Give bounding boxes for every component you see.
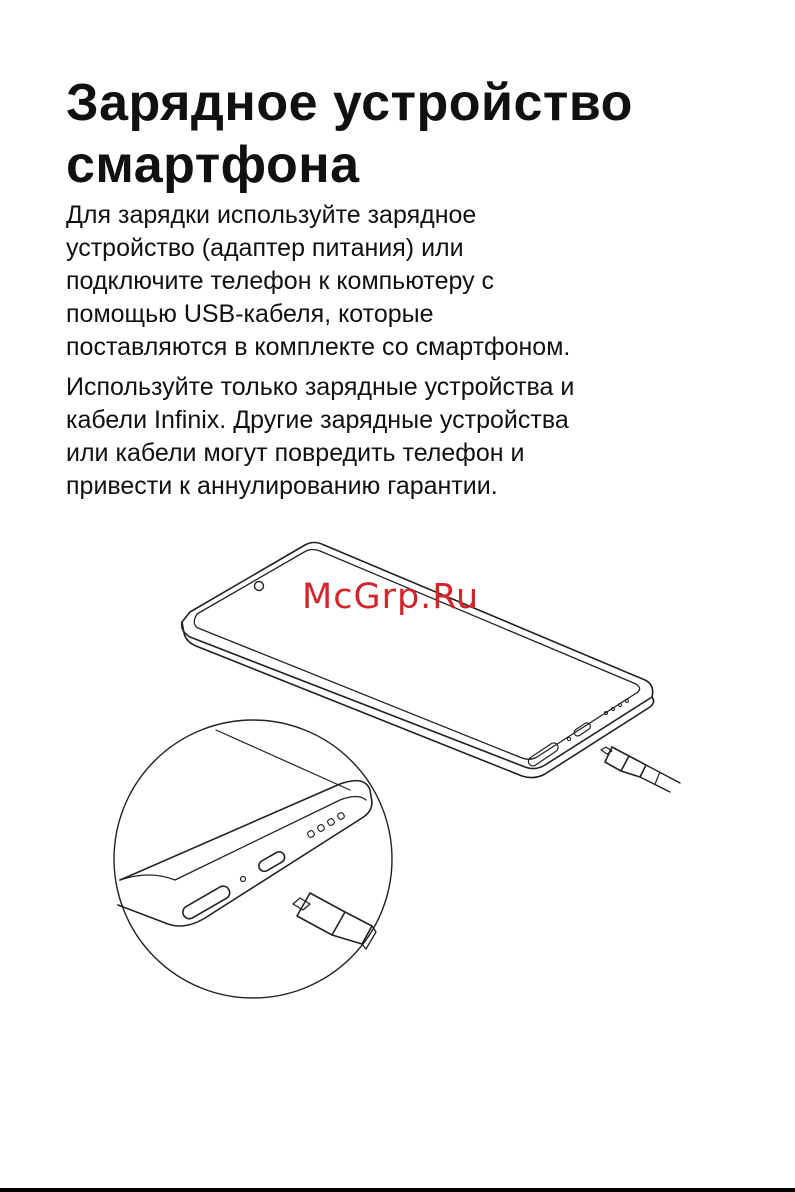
page-title-line-2: смартфона: [66, 136, 360, 194]
magnified-port-detail: [114, 720, 392, 998]
paragraph-line: или кабели могут повредить телефон и: [66, 439, 525, 467]
watermark-text: McGrp.Ru: [302, 577, 480, 617]
page-title-line-1: Зарядное устройство: [66, 74, 633, 132]
bottom-border: [0, 1188, 795, 1192]
paragraph-line: привести к аннулированию гарантии.: [66, 472, 498, 500]
paragraph-line: Для зарядки используйте зарядное: [66, 201, 477, 229]
warranty-warning-paragraph: [66, 371, 786, 503]
usb-cable-drawing: [601, 747, 680, 792]
charging-instructions-paragraph: [66, 199, 786, 364]
page-title: [66, 72, 766, 196]
paragraph-line: подключите телефон к компьютеру с: [66, 267, 495, 295]
paragraph-line: поставляются в комплекте со смартфоном.: [66, 333, 571, 361]
paragraph-line: помощью USB-кабеля, которые: [66, 300, 434, 328]
paragraph-line: устройство (адаптер питания) или: [66, 234, 464, 262]
paragraph-line: Используйте только зарядные устройства и: [66, 373, 575, 401]
paragraph-line: кабели Infinix. Другие зарядные устройства: [66, 406, 569, 434]
